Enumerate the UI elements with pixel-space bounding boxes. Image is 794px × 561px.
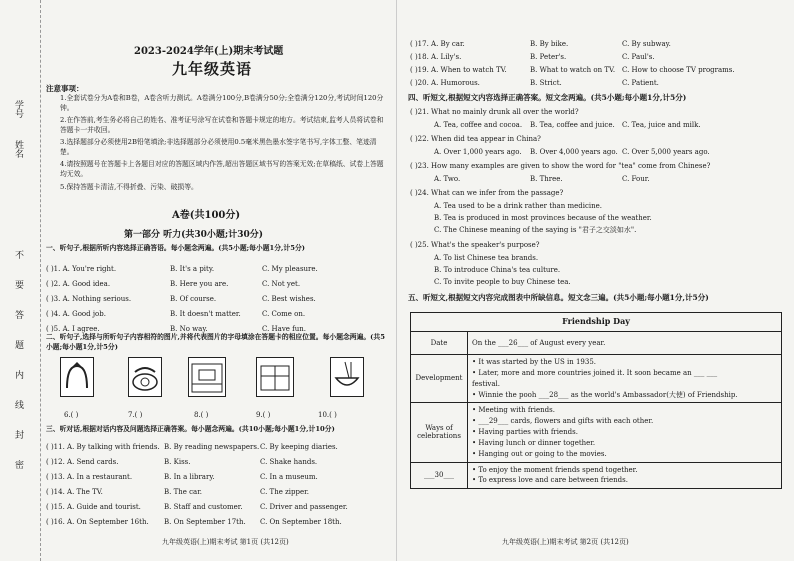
option: B. Peter's. (530, 53, 567, 61)
note-item: 2.在作答前,考生务必将自己的姓名、准考证号涂写在试卷和答题卡规定的地方。考试结束,监考人员将试卷和答题卡一并收回。 (60, 116, 384, 134)
section-a-title: A卷(共100分) (172, 210, 241, 221)
option: B. The car. (164, 488, 203, 496)
note-item: 4.请按照题号在答题卡上各题目对应的答题区域内作答,超出答题区域书写的答案无效;在草稿纸、试卷上答题均无效。 (60, 160, 384, 178)
option: C. Four. (622, 175, 650, 183)
picture-row (60, 357, 390, 405)
option: B. In a library. (164, 473, 215, 481)
gutter-text: 题 (13, 340, 23, 349)
noodles-picture (330, 357, 364, 397)
option: C. Driver and passenger. (260, 503, 348, 511)
picture-label: 10.( ) (318, 411, 337, 419)
option: C. The Chinese meaning of the saying is "君子之交淡如水". (434, 226, 637, 234)
table-line: • Having parties with friends. (472, 428, 578, 437)
option: B. No way. (170, 325, 208, 333)
option: A. Two. (434, 175, 461, 183)
option: B. To introduce China's tea culture. (434, 266, 561, 274)
option: ( )3. A. Nothing serious. (46, 295, 132, 303)
table-title: Friendship Day (411, 313, 782, 332)
option: ( )12. A. Send cards. (46, 458, 119, 466)
gutter-text: 内 (13, 370, 23, 379)
option: ( )11. A. By talking with friends. (46, 443, 160, 451)
picture-label: 9.( ) (256, 411, 271, 419)
gutter-text: 要 (13, 280, 23, 289)
option: C. Tea, juice and milk. (622, 121, 701, 129)
table-key: Development (411, 355, 468, 403)
option: ( )15. A. Guide and tourist. (46, 503, 141, 511)
option: C. Not yet. (262, 280, 301, 288)
option: C. Shake hands. (260, 458, 318, 466)
page-divider (396, 0, 397, 561)
picture-label: 7.( ) (128, 411, 143, 419)
option: B. Of course. (170, 295, 217, 303)
option: ( )5. A. I agree. (46, 325, 100, 333)
table-line: • It was started by the US in 1935. (472, 358, 597, 366)
exam-title: 2023-2024学年(上)期末考试题 (134, 46, 284, 57)
table-cell (468, 462, 782, 489)
gutter-text: 姓名 (13, 140, 23, 158)
exam-subject: 九年级英语 (172, 60, 253, 78)
option: A. Over 1,000 years ago. (434, 148, 522, 156)
option: C. To invite people to buy Chinese tea. (434, 278, 571, 286)
option: C. Best wishes. (262, 295, 316, 303)
option: C. By keeping diaries. (260, 443, 338, 451)
table-cell: On the ___26___ of August every year. (468, 332, 782, 355)
notes-label: 注意事项： (46, 84, 84, 93)
option: C. How to choose TV programs. (622, 66, 735, 74)
option: B. Tea is produced in most provinces because of the weather. (434, 214, 652, 222)
option: C. Patient. (622, 79, 659, 87)
option: ( )13. A. In a restaurant. (46, 473, 133, 481)
option: C. Have fun. (262, 325, 306, 333)
note-item: 1.全套试卷分为A卷和B卷，A卷含听力测试。A卷满分100分,B卷满分50分;全卷满分120分,考试时间120分钟。 (60, 94, 384, 112)
option: ( )1. A. You're right. (46, 265, 117, 273)
gutter-text: 不 (13, 250, 23, 259)
shop-picture (188, 357, 226, 397)
gutter-text: 线 (13, 400, 23, 409)
option: ( )17. A. By car. (410, 40, 465, 48)
option: B. Staff and customer. (164, 503, 243, 511)
option: B. By bike. (530, 40, 569, 48)
gutter-text: 密 (13, 460, 23, 469)
kitchen-picture (256, 357, 294, 397)
table-line: • To enjoy the moment friends spend together. (472, 465, 638, 474)
headband-picture (60, 357, 94, 397)
page-footer: 九年级英语(上)期末考试 第2页 (共12页) (502, 538, 629, 546)
part1-title: 第一部分 听力(共30小题;计30分) (124, 230, 264, 240)
question: ( )24. What can we infer from the passage? (410, 189, 564, 197)
option: B. On September 17th. (164, 518, 246, 526)
option: B. Kiss. (164, 458, 191, 466)
binding-gutter (0, 0, 41, 561)
option: A. Tea, coffee and cocoa. (434, 121, 523, 129)
note-item: 5.保持答题卡清洁,不得折叠、污染、破损等。 (60, 183, 198, 191)
q1-heading: 一、听句子,根据所听内容选择正确答语。每小题念两遍。(共5小题;每小题1分,计5分) (46, 244, 305, 252)
option: C. The zipper. (260, 488, 309, 496)
table-line: • Later, more and more countries joined it. It soon became an ___ ___ (472, 368, 718, 377)
page-footer: 九年级英语(上)期末考试 第1页 (共12页) (162, 538, 289, 546)
gutter-text: 答 (13, 310, 23, 319)
q4-heading: 四、听短文,根据短文内容选择正确答案。短文念两遍。(共5小题;每小题1分,计5分) (408, 93, 687, 102)
option: ( )4. A. Good job. (46, 310, 106, 318)
option: C. By subway. (622, 40, 671, 48)
option: B. Here you are. (170, 280, 229, 288)
option: C. Paul's. (622, 53, 655, 61)
table-key: ___30___ (411, 462, 468, 489)
friendship-day-table (410, 312, 782, 489)
option: A. Tea used to be a drink rather than medicine. (434, 202, 602, 210)
option: C. In a museum. (260, 473, 318, 481)
gutter-text: 学号 (13, 100, 23, 118)
table-line: • Hanging out or going to the movies. (472, 449, 607, 458)
option: ( )18. A. Lily's. (410, 53, 462, 61)
option: ( )16. A. On September 16th. (46, 518, 149, 526)
picture-label: 6.( ) (64, 411, 79, 419)
table-cell (468, 403, 782, 462)
question: ( )23. How many examples are given to show the word for "tea" come from Chinese? (410, 162, 711, 170)
q5-heading: 五、听短文,根据短文内容完成图表中所缺信息。短文念三遍。(共5小题;每小题1分,计5分) (408, 293, 709, 302)
table-line: • Meeting with friends. (472, 406, 555, 415)
option: B. Tea, coffee and juice. (530, 121, 615, 129)
option: B. Over 4,000 years ago. (530, 148, 618, 156)
table-line: • Winnie the pooh ___28___ as the world's Ambassador(大使) of Friendship. (472, 390, 738, 399)
option: C. On September 18th. (260, 518, 342, 526)
option: C. Over 5,000 years ago. (622, 148, 710, 156)
table-line: • Having lunch or dinner together. (472, 438, 596, 447)
question: ( )21. What no mainly drunk all over the world? (410, 108, 579, 116)
question: ( )25. What's the speaker's purpose? (410, 241, 540, 249)
note-item: 3.选择题部分必须使用2B铅笔填涂;非选择题部分必须使用0.5毫米黑色墨水签字笔书写,字体工整、笔迹清楚。 (60, 138, 377, 156)
option: ( )14. A. The TV. (46, 488, 103, 496)
option: B. What to watch on TV. (530, 66, 616, 74)
option: B. Three. (530, 175, 563, 183)
option: ( )2. A. Good idea. (46, 280, 111, 288)
option: ( )20. A. Humorous. (410, 79, 480, 87)
option: B. Strict. (530, 79, 562, 87)
option: B. It doesn't matter. (170, 310, 241, 318)
table-line: • ___29___ cards, flowers and gifts with each other. (472, 417, 654, 426)
gutter-text: 封 (13, 430, 23, 439)
q2-heading: 二、听句子,选择与所听句子内容相符的图片,并将代表图片的字母填涂在答题卡的相应位置。每小题念两遍。(共5小题;每小题1分,计5分) (46, 333, 385, 351)
option: B. It's a pity. (170, 265, 215, 273)
question: ( )22. When did tea appear in China? (410, 135, 541, 143)
telephone-picture (128, 357, 162, 397)
option: A. To list Chinese tea brands. (434, 254, 539, 262)
table-key: Date (411, 332, 468, 355)
table-key: Ways of celebrations (411, 403, 468, 462)
table-cell (468, 355, 782, 403)
option: C. Come on. (262, 310, 306, 318)
option: B. By reading newspapers. (164, 443, 260, 451)
option: C. My pleasure. (262, 265, 318, 273)
option: ( )19. A. When to watch TV. (410, 66, 507, 74)
picture-label: 8.( ) (194, 411, 209, 419)
table-line: • To express love and care between friends. (472, 476, 628, 485)
q3-heading: 三、听对话,根据对话内容及问题选择正确答案。每小题念两遍。(共10小题;每小题1分,计10分) (46, 425, 335, 433)
table-line: festival. (472, 379, 500, 388)
